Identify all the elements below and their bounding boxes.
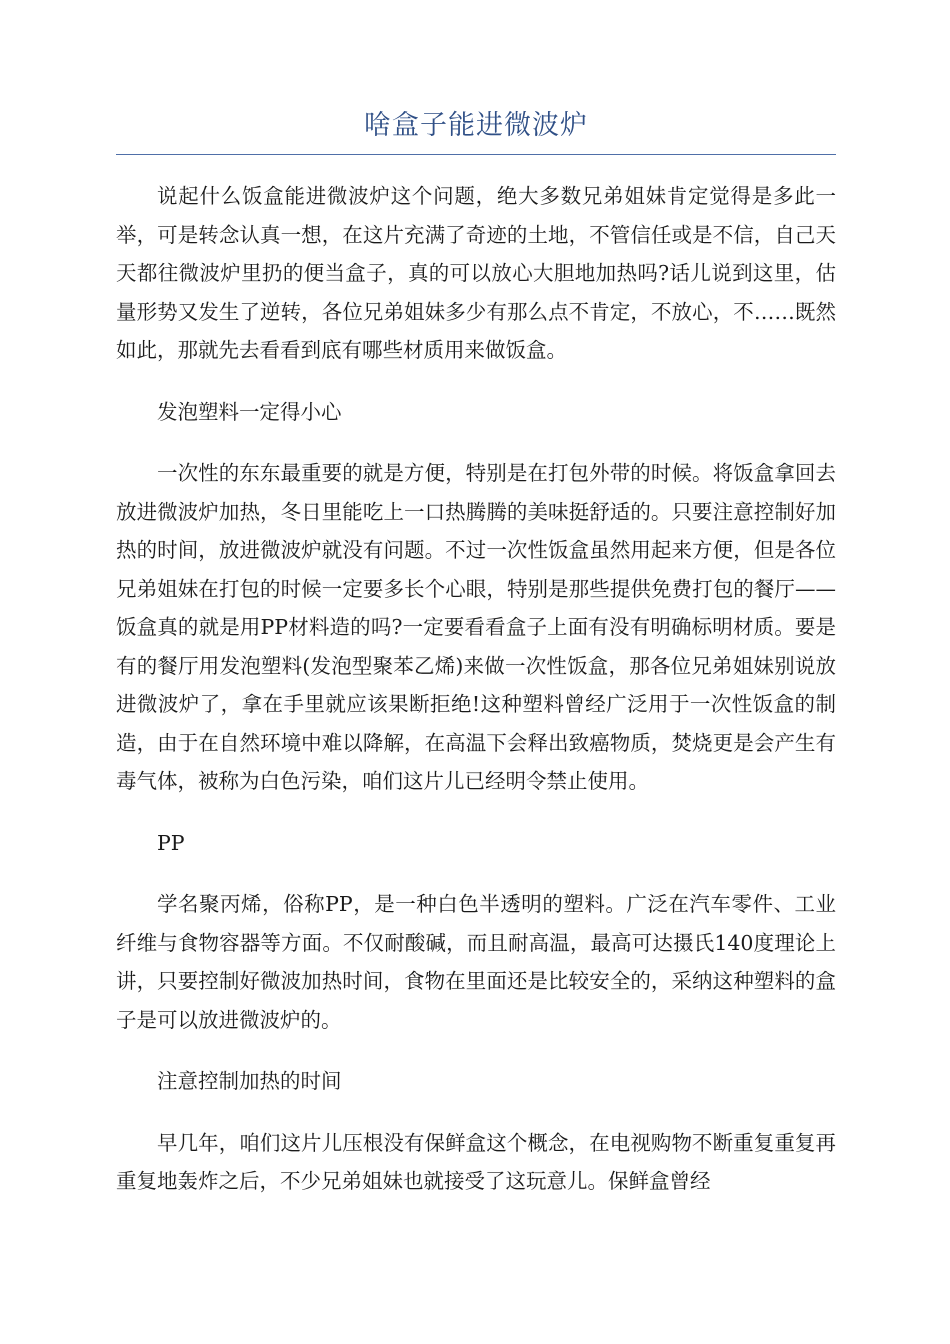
document-title: 啥盒子能进微波炉 xyxy=(364,110,588,141)
paragraph-foam-plastic: 一次性的东东最重要的就是方便，特别是在打包外带的时候。将饭盒拿回去放进微波炉加热，冬日里能吃上一口热腾腾的美味挺舒适的。只要注意控制好加热的时间，放进微波炉就没有问题。不过一次性饭盒虽然用起来方便，但是各位兄弟姐妹在打包的时候一定要多长个心眼，特别是那些提供免费打包的餐厅——饭盒真的就是用PP材料造的吗?一定要看看盒子上面有没有明确标明材质。要是有的餐厅用发泡塑料(发泡型聚苯乙烯)来做一次性饭盒，那各位兄弟姐妹别说放进微波炉了，拿在手里就应该果断拒绝!这种塑料曾经广泛用于一次性饭盒的制造，由于在自然环境中难以降解，在高温下会释出致癌物质，焚烧更是会产生有毒气体，被称为白色污染，咱们这片儿已经明令禁止使用。 xyxy=(116,461,836,793)
section-heading-pp: PP xyxy=(157,830,185,855)
title-underline xyxy=(116,154,836,155)
paragraph-heating-time: 早几年，咱们这片儿压根没有保鲜盒这个概念，在电视购物不断重复重复再重复地轰炸之后，不少兄弟姐妹也就接受了这玩意儿。保鲜盒曾经 xyxy=(116,1130,836,1193)
section-heading-heating-time: 注意控制加热的时间 xyxy=(157,1069,342,1093)
document-page xyxy=(116,108,836,1224)
paragraph-intro: 说起什么饭盒能进微波炉这个问题，绝大多数兄弟姐妹肯定觉得是多此一举，可是转念认真一想，在这片充满了奇迹的土地，不管信任或是不信，自己天天都往微波炉里扔的便当盒子，真的可以放心大胆地加热吗?话儿说到这里，估量形势又发生了逆转，各位兄弟姐妹多少有那么点不肯定，不放心，不……既然如此，那就先去看看到底有哪些材质用来做饭盒。 xyxy=(116,184,836,362)
paragraph-pp: 学名聚丙烯，俗称PP，是一种白色半透明的塑料。广泛在汽车零件、工业纤维与食物容器等方面。不仅耐酸碱，而且耐高温，最高可达摄氏140度理论上讲，只要控制好微波加热时间，食物在里面还是比较安全的，采纳这种塑料的盒子是可以放进微波炉的。 xyxy=(116,892,836,1032)
section-heading-foam-plastic: 发泡塑料一定得小心 xyxy=(157,399,342,424)
